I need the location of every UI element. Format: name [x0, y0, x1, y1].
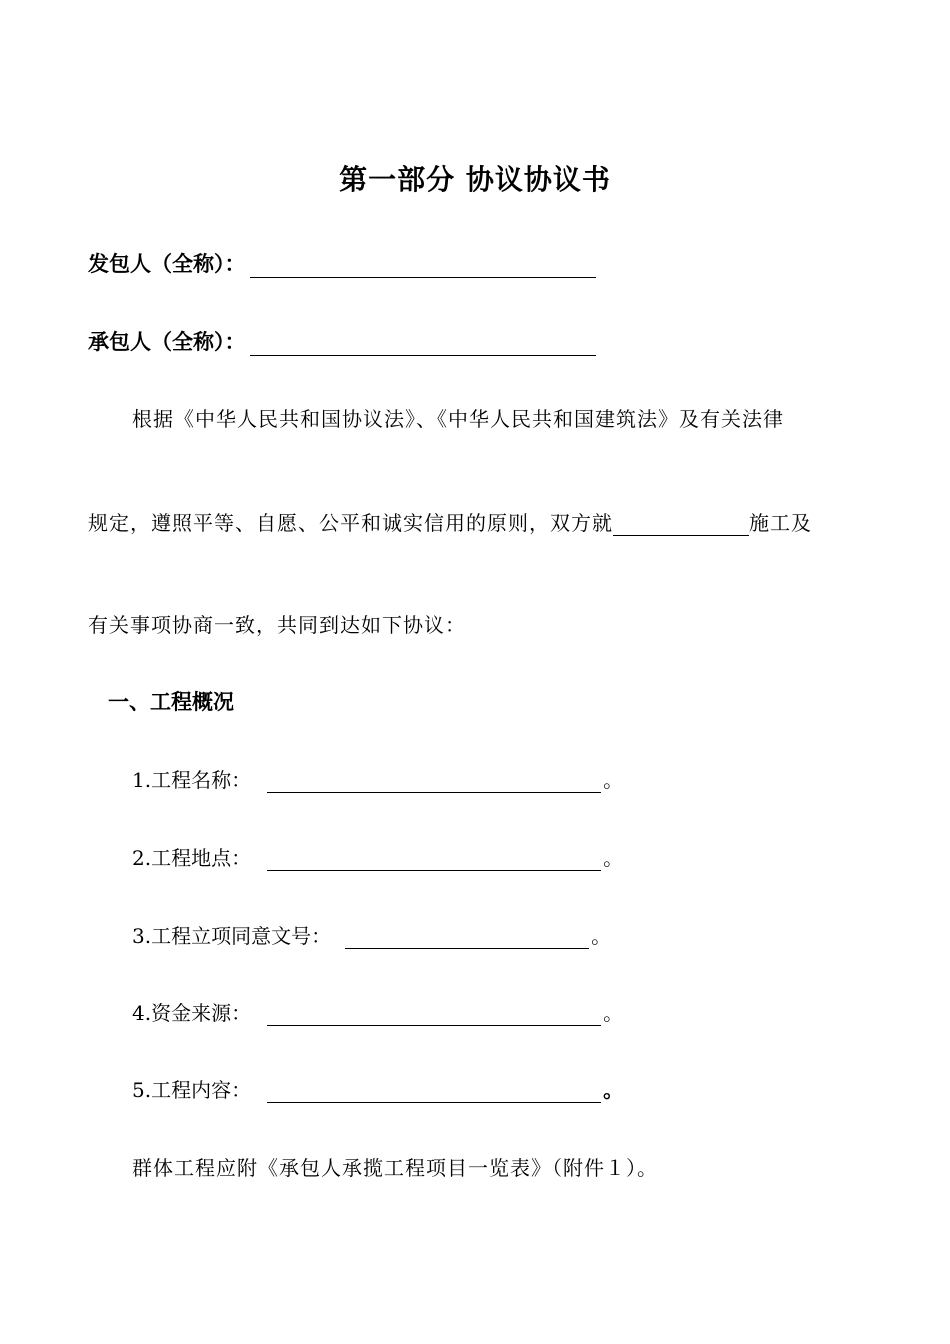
paragraph-line-2: [88, 507, 812, 536]
item-blank: [267, 770, 601, 793]
employer-blank: [250, 255, 596, 278]
item-approval-number: [132, 920, 611, 949]
item-blank: [267, 1080, 601, 1103]
item-funding-source: [132, 997, 623, 1026]
paragraph-line-1: 根据《中华人民共和国协议法》、《中华人民共和国建筑法》及有关法律: [132, 407, 784, 431]
paragraph-line-3: 有关事项协商一致，共同到达如下协议：: [88, 613, 466, 637]
contractor-label: 承包人（全称）：: [88, 330, 246, 354]
item-project-location: [132, 842, 623, 871]
item-label: 3.工程立项同意文号：: [132, 924, 332, 948]
item-project-name: [132, 764, 623, 793]
paragraph-line-2-start: 规定，遵照平等、自愿、公平和诚实信用的原则，双方就: [88, 511, 613, 535]
item-end: 。: [603, 1001, 624, 1025]
project-blank: [613, 513, 749, 536]
item-label: 1.工程名称：: [132, 768, 252, 792]
item-end: 。: [603, 1078, 624, 1102]
item-blank: [267, 1003, 601, 1026]
section-heading-project-overview: 一、工程概况: [108, 690, 234, 714]
item-label: 5.工程内容：: [132, 1078, 252, 1102]
employer-line: [88, 248, 596, 278]
document-title: 第一部分 协议协议书: [339, 163, 611, 196]
item-end: 。: [591, 924, 612, 948]
item-label: 2.工程地点：: [132, 846, 252, 870]
paragraph-line-2-end: 施工及: [749, 511, 812, 535]
item-end: 。: [603, 846, 624, 870]
item-end: 。: [603, 768, 624, 792]
item-project-content: [132, 1074, 623, 1103]
contractor-line: [88, 326, 596, 356]
item-blank: [267, 848, 601, 871]
item-label: 4.资金来源：: [132, 1001, 252, 1025]
group-project-note: 群体工程应附《承包人承揽工程项目一览表》（附件１）。: [132, 1156, 658, 1180]
contractor-blank: [250, 333, 596, 356]
employer-label: 发包人（全称）：: [88, 252, 246, 276]
item-blank: [345, 926, 589, 949]
